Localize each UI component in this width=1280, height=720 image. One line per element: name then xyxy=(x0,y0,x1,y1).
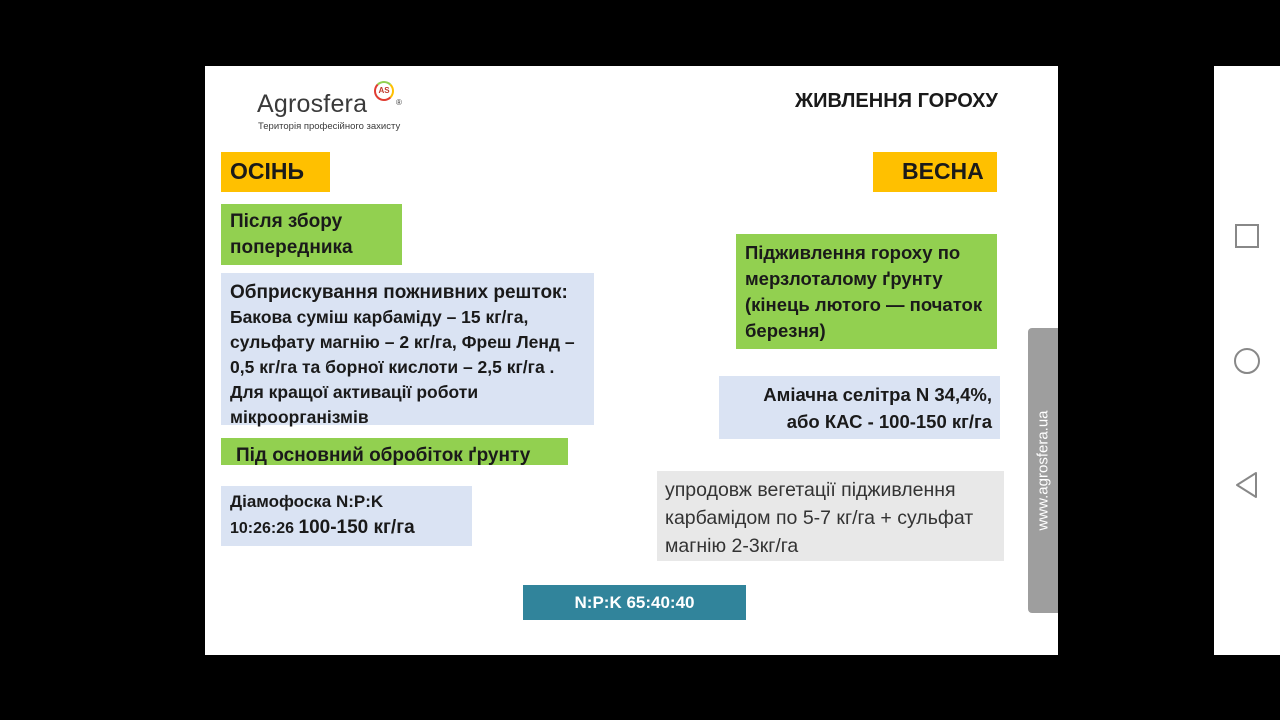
logo-name: Agrosfera xyxy=(257,90,368,118)
home-button[interactable] xyxy=(1232,346,1262,376)
after-harvest-box xyxy=(221,204,402,265)
website-text: www.agrosfera.ua xyxy=(1034,410,1052,531)
square-icon xyxy=(1232,221,1262,251)
registered-mark: ® xyxy=(396,98,402,107)
diammofoska-line2 xyxy=(230,515,464,542)
residue-spray-box xyxy=(221,273,594,425)
spring-heading xyxy=(873,152,997,192)
frozen-soil-text: Підживлення гороху по мерзлоталому ґрунту (кінець лютого — початок березня) xyxy=(745,242,983,341)
npk-total-box xyxy=(523,585,746,620)
main-tillage-text: Під основний обробіток ґрунту xyxy=(236,445,531,466)
after-harvest-text: Після збору попередника xyxy=(230,211,353,258)
frozen-soil-box xyxy=(736,234,997,349)
vegetation-box xyxy=(657,471,1004,561)
main-tillage-box xyxy=(221,438,568,465)
diammofoska-ratio: 10:26:26 xyxy=(230,520,299,537)
diammofoska-box xyxy=(221,486,472,546)
slide xyxy=(205,66,1058,655)
ammonium-nitrate-box xyxy=(719,376,1000,439)
logo-tagline: Територія професійного захисту xyxy=(258,121,401,132)
logo-badge-icon: AS xyxy=(374,81,394,101)
vegetation-text: упродовж вегетації підживлення карбамідом по 5-7 кг/га + сульфат магнію 2-3кг/га xyxy=(665,479,974,557)
agrosfera-logo xyxy=(257,84,417,134)
back-triangle-icon xyxy=(1232,470,1262,500)
ammonium-line2: або КАС - 100-150 кг/га xyxy=(786,411,992,432)
autumn-heading-text: ОСІНЬ xyxy=(230,158,305,184)
autumn-heading xyxy=(221,152,330,192)
residue-spray-lead: Обприскування пожнивних решток: xyxy=(230,282,568,303)
diammofoska-rate: 100-150 кг/га xyxy=(298,517,415,538)
diammofoska-line1: Діамофоска N:P:K xyxy=(230,492,384,511)
npk-total-text: N:P:K 65:40:40 xyxy=(574,593,695,612)
spring-heading-text: ВЕСНА xyxy=(902,158,984,184)
recents-button[interactable] xyxy=(1232,221,1262,251)
ammonium-line1: Аміачна селітра N 34,4%, xyxy=(763,384,992,405)
residue-spray-body: Бакова суміш карбаміду – 15 кг/га, сульфату магнію – 2 кг/га, Фреш Ленд – 0,5 кг/га та борної кислоти – 2,5 кг/га . Для кращої активації роботи мікроорганізмів xyxy=(230,307,575,427)
circle-icon xyxy=(1232,346,1262,376)
back-button[interactable] xyxy=(1232,470,1262,500)
slide-title: ЖИВЛЕННЯ ГОРОХУ xyxy=(795,90,998,112)
android-nav-bar xyxy=(1214,66,1280,655)
website-tab[interactable] xyxy=(1028,328,1058,613)
